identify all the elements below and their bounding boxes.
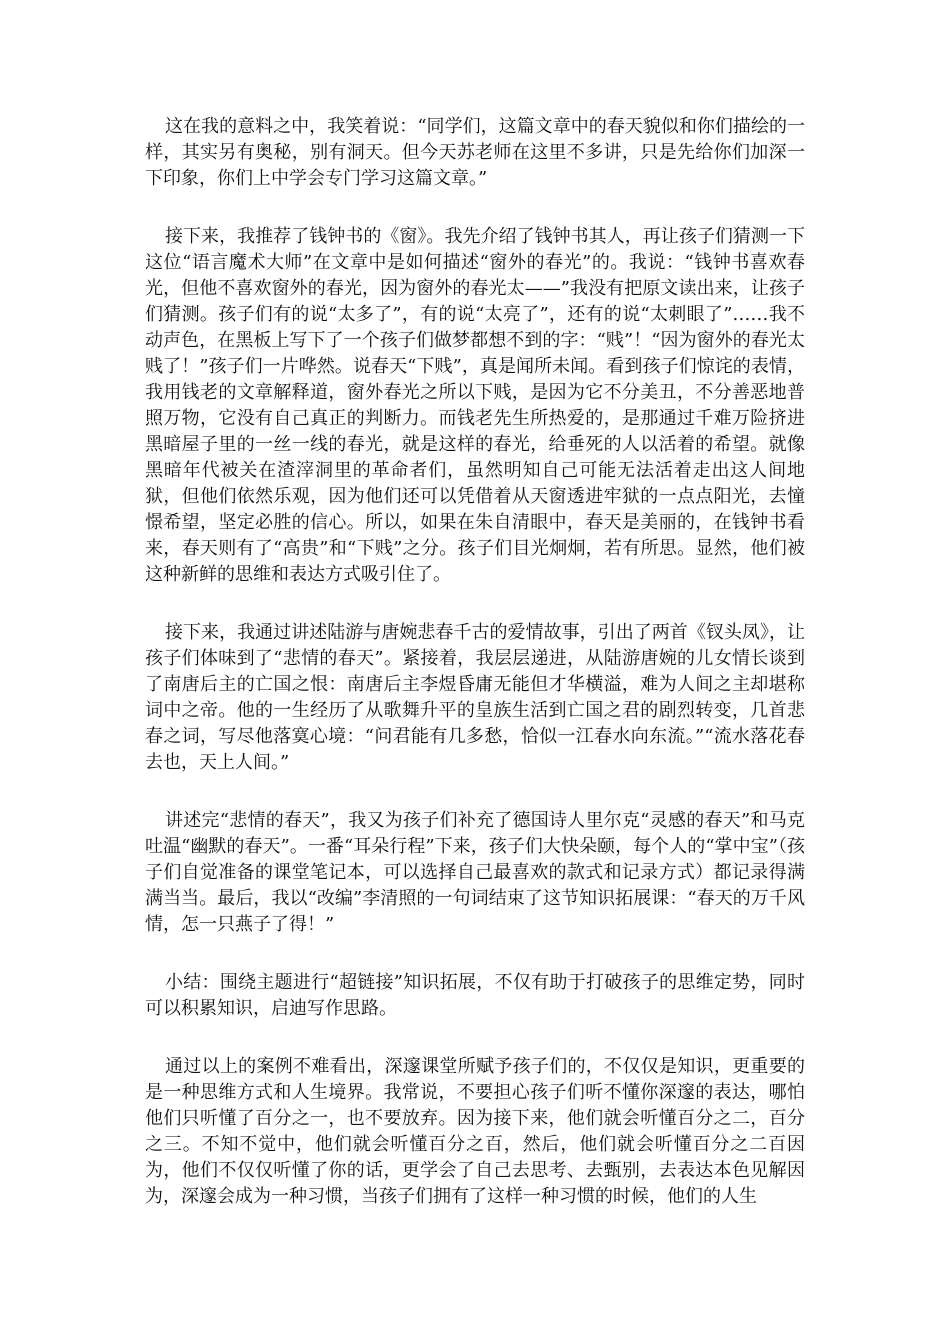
document-page: [145, 114, 805, 1210]
paragraph-2: 接下来，我推荐了钱钟书的《窗》。我先介绍了钱钟书其人，再让孩子们猜测一下这位“语言魔术大师”在文章中是如何描述“窗外的春光”的。我说：“钱钟书喜欢春光，但他不喜欢窗外的春光，因为窗外的春光太——”我没有把原文读出来，让孩子们猜测。孩子们有的说“太多了”，有的说“太亮了”，还有的说“太刺眼了”……我不动声色，在黑板上写下了一个孩子们做梦都想不到的字：“贱”！“因为窗外的春光太贱了！”孩子们一片哗然。说春天“下贱”，真是闻所未闻。看到孩子们惊诧的表情，我用钱老的文章解释道，窗外春光之所以下贱，是因为它不分美丑，不分善恶地普照万物，它没有自己真正的判断力。而钱老先生所热爱的，是那通过千难万险挤进黑暗屋子里的一丝一线的春光，就是这样的春光，给垂死的人以活着的希望。就像黑暗年代被关在渣滓洞里的革命者们，虽然明知自己可能无法活着走出这人间地狱，但他们依然乐观，因为他们还可以凭借着从天窗透进牢狱的一点点阳光，去憧憬希望，坚定必胜的信心。所以，如果在朱自清眼中，春天是美丽的，在钱钟书看来，春天则有了“高贵”和“下贱”之分。孩子们目光炯炯，若有所思。显然，他们被这种新鲜的思维和表达方式吸引住了。: [145, 226, 805, 585]
paragraph-4: 讲述完“悲情的春天”，我又为孩子们补充了德国诗人里尔克“灵感的春天”和马克吐温“幽默的春天”。一番“耳朵行程”下来，孩子们大快朵颐，每个人的“掌中宝”（孩子们自觉准备的课堂笔记本，可以选择自己最喜欢的款式和记录方式）都记录得满满当当。最后，我以“改编”李清照的一句词结束了这节知识拓展课：“春天的万千风情，怎一只燕子了得！”: [145, 810, 805, 935]
paragraph-6: 通过以上的案例不难看出，深邃课堂所赋予孩子们的，不仅仅是知识，更重要的是一种思维方式和人生境界。我常说，不要担心孩子们听不懂你深邃的表达，哪怕他们只听懂了百分之一，也不要放弃。因为接下来，他们就会听懂百分之二，百分之三。不知不觉中，他们就会听懂百分之百，然后，他们就会听懂百分之二百因为，他们不仅仅听懂了你的话，更学会了自己去思考、去甄别，去表达本色见解因为，深邃会成为一种习惯，当孩子们拥有了这样一种习惯的时候，他们的人生: [145, 1056, 805, 1207]
paragraph-3: 接下来，我通过讲述陆游与唐婉悲春千古的爱情故事，引出了两首《钗头凤》，让孩子们体味到了“悲情的春天”。紧接着，我层层递进，从陆游唐婉的儿女情长谈到了南唐后主的亡国之恨：南唐后主李煜昏庸无能但才华横溢，难为人间之主却堪称词中之帝。他的一生经历了从歌舞升平的皇族生活到亡国之君的剧烈转变，几首悲春之词，写尽他落寞心境：“问君能有几多愁，恰似一江春水向东流。”“流水落花春去也，天上人间。”: [145, 622, 805, 773]
paragraph-1: 这在我的意料之中，我笑着说：“同学们，这篇文章中的春天貌似和你们描绘的一样，其实另有奥秘，别有洞天。但今天苏老师在这里不多讲，只是先给你们加深一下印象，你们上中学会专门学习这篇文章。”: [145, 116, 805, 189]
paragraph-5: 小结：围绕主题进行“超链接”知识拓展，不仅有助于打破孩子的思维定势，同时可以积累知识，启迪写作思路。: [145, 972, 805, 1019]
